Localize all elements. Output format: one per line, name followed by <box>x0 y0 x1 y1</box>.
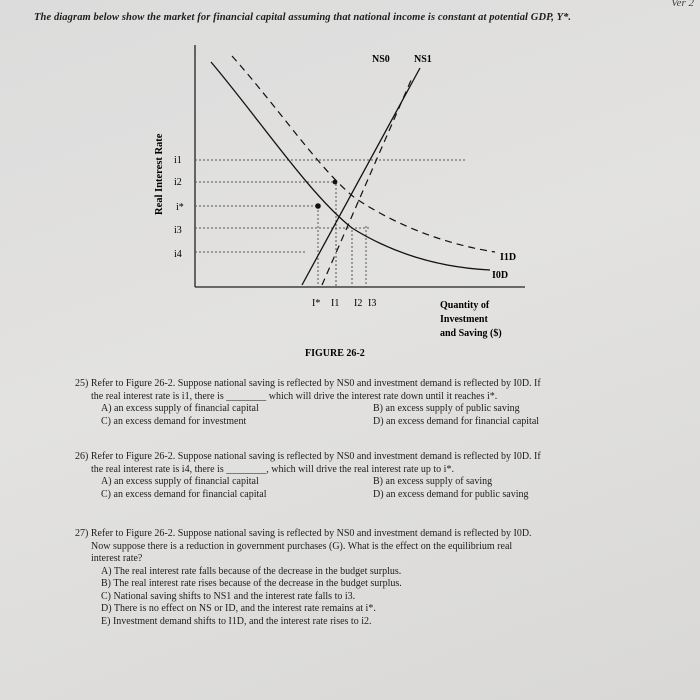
q27-option-c[interactable]: C) National saving shifts to NS1 and the interest rate falls to i3. <box>101 590 356 602</box>
new-equilibrium-point <box>333 180 338 185</box>
x-axis-label-3: and Saving ($) <box>440 328 502 339</box>
question-26 <box>75 451 619 501</box>
ns1-label: NS1 <box>414 54 432 65</box>
q25-stem-1: 25) Refer to Figure 26-2. Suppose national saving is reflected by NS0 and investment demand is reflected by I0D. If <box>75 378 541 389</box>
question-27 <box>75 528 532 628</box>
ns0-label: NS0 <box>372 54 390 65</box>
y-tick-i1: i1 <box>174 155 182 166</box>
q25-option-a[interactable]: A) an excess supply of financial capital <box>101 403 259 414</box>
q27-stem-1: 27) Refer to Figure 26-2. Suppose national saving is reflected by NS0 and investment demand is reflected by I0D. <box>75 528 532 539</box>
x-axis-label-1: Quantity of <box>440 300 490 311</box>
question-25 <box>75 378 619 428</box>
q25-option-b[interactable]: B) an excess supply of public saving <box>373 403 520 414</box>
q25-stem-2: the real interest rate is i1, there is ________ which will drive the interest rate down until it reaches i*. <box>91 390 498 402</box>
q26-option-d[interactable]: D) an excess demand for public saving <box>373 488 529 500</box>
q27-stem-3: interest rate? <box>91 553 143 564</box>
q25-option-d[interactable]: D) an excess demand for financial capital <box>373 415 540 427</box>
q27-option-a[interactable]: A) The real interest rate falls because of the decrease in the budget surplus. <box>101 565 402 577</box>
q27-option-e[interactable]: E) Investment demand shifts to I1D, and the interest rate rises to i2. <box>101 615 372 627</box>
version-label: Ver 2 <box>671 0 694 9</box>
y-axis-label: Real Interest Rate <box>154 133 165 215</box>
equilibrium-point <box>315 203 321 209</box>
intro-text: The diagram below show the market for financial capital assuming that national income is constant at potential GDP, Y*. <box>34 12 572 23</box>
q26-option-a[interactable]: A) an excess supply of financial capital <box>101 476 259 487</box>
y-tick-i2: i2 <box>174 177 182 188</box>
x-tick-i2: I2 <box>354 298 363 309</box>
q26-stem-2: the real interest rate is i4, there is ________, which will drive the real interest rate up to i*. <box>91 463 454 475</box>
q26-option-c[interactable]: C) an excess demand for financial capital <box>101 488 267 500</box>
id1-curve <box>232 56 495 252</box>
q27-option-d[interactable]: D) There is no effect on NS or ID, and the interest rate remains at i*. <box>101 603 376 614</box>
y-tick-istar: i* <box>176 202 184 213</box>
x-tick-istar: I* <box>312 298 321 309</box>
q25-option-c[interactable]: C) an excess demand for investment <box>101 415 247 427</box>
figure-caption: FIGURE 26-2 <box>305 348 365 359</box>
x-tick-i3: I3 <box>368 298 377 309</box>
id0-curve <box>211 62 490 270</box>
x-tick-i1: I1 <box>331 298 340 309</box>
q27-stem-2: Now suppose there is a reduction in government purchases (G). What is the effect on the equilibrium real <box>91 540 513 552</box>
y-tick-i4: i4 <box>174 249 182 260</box>
x-axis-label-2: Investment <box>440 314 488 325</box>
q26-stem-1: 26) Refer to Figure 26-2. Suppose national saving is reflected by NS0 and investment demand is reflected by I0D. If <box>75 451 541 462</box>
id1-label: I1D <box>500 252 517 263</box>
q27-option-b[interactable]: B) The real interest rate rises because of the decrease in the budget surplus. <box>101 578 402 589</box>
id0-label: I0D <box>492 270 509 281</box>
y-tick-i3: i3 <box>174 225 182 236</box>
q26-option-b[interactable]: B) an excess supply of saving <box>373 476 493 487</box>
